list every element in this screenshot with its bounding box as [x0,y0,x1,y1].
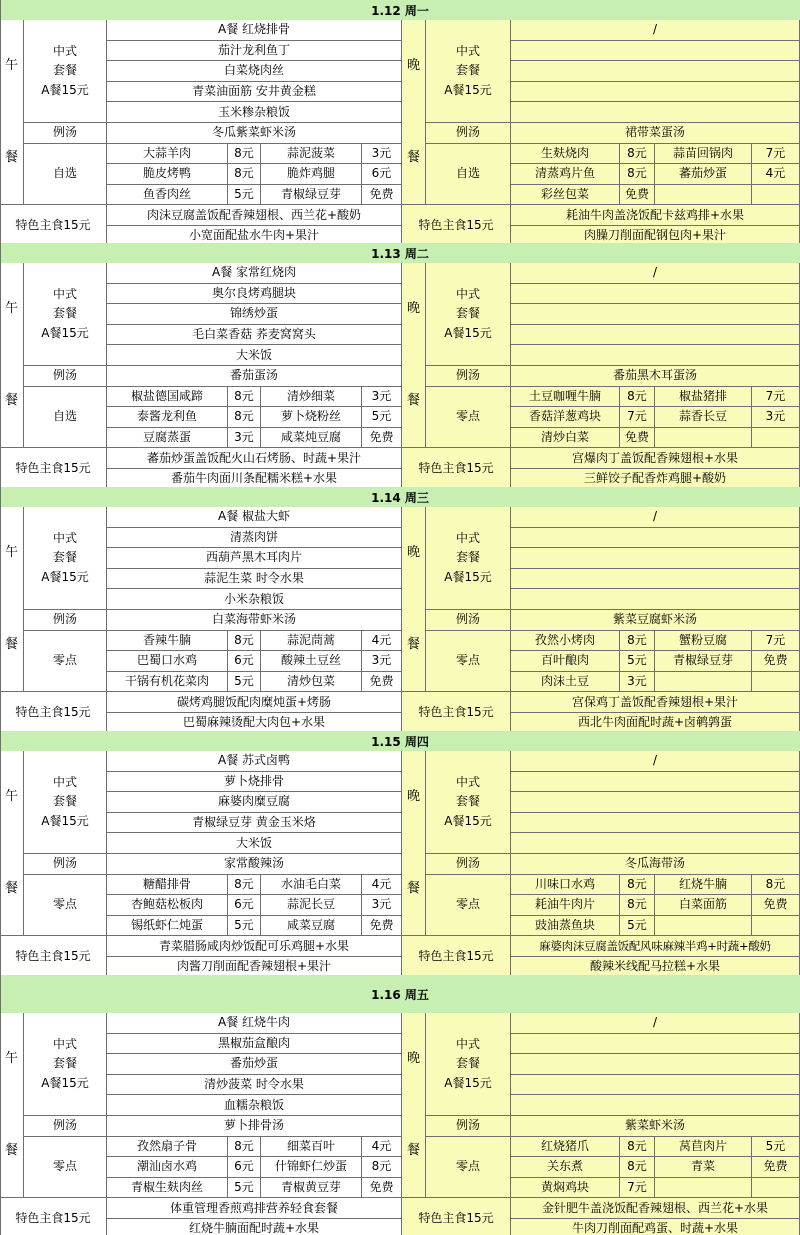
set-meal-item: 玉米糁杂粮饭 [107,102,402,123]
set-meal-item: 萝卜烧排骨 [107,772,402,793]
special-dish: 酸辣米线配马拉糕+水果 [511,957,800,978]
dish-name: 蒜香长豆 [655,407,752,428]
set-meal-item: 毛白菜香菇 荞麦窝窝头 [107,325,402,346]
dish-price: 3元 [752,407,800,428]
soup-label: 例汤 [24,854,107,875]
dish-price: 3元 [228,428,261,449]
special-label: 特色主食15元 [0,692,107,733]
dish-price: 7元 [752,144,800,165]
dish-price: 5元 [620,916,655,937]
soup-label: 例汤 [24,123,107,144]
set-meal-item: / [511,20,800,41]
dish-price: 3元 [620,672,655,693]
left-border [0,0,1,1235]
dish-name: 孜然小烤肉 [511,631,620,652]
dish-price: 8元 [228,164,261,185]
set-meal-item [511,82,800,103]
set-meal-item [511,548,800,569]
lunch-label [0,20,24,205]
soup-label: 例汤 [24,1116,107,1137]
dish-price: 4元 [362,875,402,896]
lunch-label [0,263,24,448]
dish-price [752,185,800,206]
dish-name: 蒜泥茼蒿 [261,631,362,652]
set-meal-item: 麻婆肉糜豆腐 [107,792,402,813]
set-meal-item: 茄汁龙利鱼丁 [107,41,402,62]
set-meal-item [511,1095,800,1116]
set-meal-item: / [511,1013,800,1034]
dish-name: 蟹粉豆腐 [655,631,752,652]
dish-name: 蕃茄炒蛋 [655,164,752,185]
dinner-label-char: 餐 [406,392,420,408]
dish-price: 免费 [752,651,800,672]
special-dish: 金针肥牛盖浇饭配香辣翅根、西兰花+水果 [511,1198,800,1219]
special-dish: 牛肉刀削面配鸡蛋、时蔬+水果 [511,1219,800,1235]
set-meal-item [511,589,800,610]
dish-price: 3元 [362,387,402,408]
extra-dish-label: 零点 [426,387,511,449]
soup-label: 例汤 [426,1116,511,1137]
set-meal-item: / [511,507,800,528]
special-dish: 肉沫豆腐盖饭配香辣翅根、西兰花+酸奶 [107,205,402,226]
set-meal-item: 青椒绿豆芽 黄金玉米烙 [107,813,402,834]
dish-price: 8元 [620,875,655,896]
dish-price: 8元 [620,895,655,916]
dish-price: 免费 [362,428,402,449]
dish-price: 5元 [620,651,655,672]
dish-name: 莴苣肉片 [655,1137,752,1158]
dish-price: 5元 [228,185,261,206]
dish-price: 7元 [752,387,800,408]
special-label: 特色主食15元 [0,936,107,977]
dish-name: 糖醋排骨 [107,875,228,896]
set-meal-item: 血糯杂粮饭 [107,1095,402,1116]
dish-name: 咸菜炖豆腐 [261,428,362,449]
dish-name: 清炒细菜 [261,387,362,408]
extra-dish-label: 自选 [426,144,511,206]
soup-label: 例汤 [426,854,511,875]
dinner-label [402,20,426,205]
set-meal-item: 大米饭 [107,833,402,854]
set-meal-item: 清蒸肉饼 [107,528,402,549]
dish-name: 土豆咖喱牛腩 [511,387,620,408]
dish-name: 锡纸虾仁炖蛋 [107,916,228,937]
set-meal-item: A餐 红烧牛肉 [107,1013,402,1034]
set-meal-item: 小米杂粮饭 [107,589,402,610]
special-label: 特色主食15元 [0,205,107,246]
dish-name: 泰酱龙利鱼 [107,407,228,428]
dish-price: 4元 [362,631,402,652]
dish-price: 8元 [228,407,261,428]
dish-price: 7元 [752,631,800,652]
day-date-header: 1.15 周四 [0,731,800,752]
soup-label: 例汤 [426,366,511,387]
soup-name: 紫菜虾米汤 [511,1116,800,1137]
dish-name: 豆腐蒸蛋 [107,428,228,449]
set-meal-item [511,833,800,854]
extra-dish-label: 零点 [24,631,107,693]
dish-name [655,916,752,937]
set-meal-item: 番茄炒蛋 [107,1054,402,1075]
dish-name: 水油毛白菜 [261,875,362,896]
set-meal-item [511,528,800,549]
dish-price: 6元 [228,1157,261,1178]
dish-name: 川味口水鸡 [511,875,620,896]
dish-price: 8元 [620,631,655,652]
set-meal-label: 中式 套餐 A餐15元 [24,20,107,123]
soup-label: 例汤 [24,610,107,631]
dish-price: 5元 [228,916,261,937]
dish-price: 3元 [362,895,402,916]
dish-name: 细菜百叶 [261,1137,362,1158]
day-section [0,0,800,247]
dish-name: 椒盐猪排 [655,387,752,408]
lunch-label [0,751,24,936]
special-dish: 红烧牛腩面配时蔬+水果 [107,1219,402,1235]
soup-name: 冬瓜海带汤 [511,854,800,875]
soup-label: 例汤 [426,123,511,144]
dish-price: 8元 [228,1137,261,1158]
dish-name: 香菇洋葱鸡块 [511,407,620,428]
special-dish: 耗油牛肉盖浇饭配卡兹鸡排+水果 [511,205,800,226]
dish-name: 白菜面筋 [655,895,752,916]
dinner-label-char: 餐 [406,149,420,165]
dish-name: 大蒜羊肉 [107,144,228,165]
dish-name: 青椒绿豆芽 [655,651,752,672]
dinner-label-char: 餐 [406,636,420,652]
dish-price: 4元 [362,1137,402,1158]
set-meal-label: 中式 套餐 A餐15元 [426,20,511,123]
set-meal-item [511,325,800,346]
set-meal-item: 锦绣炒蛋 [107,304,402,325]
lunch-label-char: 餐 [4,149,18,165]
dish-name: 什锦虾仁炒蛋 [261,1157,362,1178]
day-date-header: 1.13 周二 [0,243,800,264]
dish-price: 6元 [228,651,261,672]
dish-price: 8元 [228,144,261,165]
day-date-header: 1.14 周三 [0,487,800,508]
dish-price [752,428,800,449]
dish-name [655,1178,752,1199]
lunch-label [0,1013,24,1198]
dish-name: 蒜苗回锅肉 [655,144,752,165]
dish-price: 5元 [228,672,261,693]
dish-name: 豉油蒸鱼块 [511,916,620,937]
dish-price: 3元 [362,651,402,672]
set-meal-item: 大米饭 [107,345,402,366]
special-dish: 三鲜饺子配香炸鸡腿+酸奶 [511,469,800,490]
dish-price: 免费 [362,1178,402,1199]
dish-price: 免费 [752,895,800,916]
dish-name [655,185,752,206]
special-label: 特色主食15元 [0,1198,107,1235]
dish-name: 干锅有机花菜肉 [107,672,228,693]
set-meal-item [511,41,800,62]
dish-price: 免费 [362,185,402,206]
dish-name: 脆皮烤鸭 [107,164,228,185]
dish-name: 酸辣土豆丝 [261,651,362,672]
set-meal-label: 中式 套餐 A餐15元 [426,507,511,610]
dish-name: 清蒸鸡片鱼 [511,164,620,185]
dish-name: 鱼香肉丝 [107,185,228,206]
set-meal-item: A餐 家常红烧肉 [107,263,402,284]
soup-name: 番茄蛋汤 [107,366,402,387]
dish-price: 8元 [752,875,800,896]
dish-price: 5元 [362,407,402,428]
dish-name: 黄焖鸡块 [511,1178,620,1199]
special-dish: 宫保鸡丁盖饭配香辣翅根+果汁 [511,692,800,713]
dish-name: 萝卜烧粉丝 [261,407,362,428]
dish-price: 7元 [620,407,655,428]
special-label: 特色主食15元 [402,1198,511,1235]
soup-name: 紫菜豆腐虾米汤 [511,610,800,631]
soup-name: 裙带菜蛋汤 [511,123,800,144]
set-meal-item: 蒜泥生菜 时令水果 [107,569,402,590]
lunch-label [0,507,24,692]
dish-name: 青椒黄豆芽 [261,1178,362,1199]
dish-price: 8元 [228,875,261,896]
special-dish: 西北牛肉面配时蔬+卤鹌鹑蛋 [511,713,800,734]
dinner-label-char: 晚 [406,544,420,560]
lunch-label-char: 午 [4,300,18,316]
special-dish: 肉酱刀削面配香辣翅根+果汁 [107,957,402,978]
set-meal-label: 中式 套餐 A餐15元 [24,1013,107,1116]
dish-price: 7元 [620,1178,655,1199]
set-meal-label: 中式 套餐 A餐15元 [24,507,107,610]
day-section [0,975,800,1235]
special-dish: 体重管理香煎鸡排营养轻食套餐 [107,1198,402,1219]
dish-price: 免费 [752,1157,800,1178]
special-label: 特色主食15元 [402,936,511,977]
dish-name: 清炒白菜 [511,428,620,449]
set-meal-item [511,345,800,366]
dish-name: 关东煮 [511,1157,620,1178]
dish-name: 红烧牛腩 [655,875,752,896]
lunch-label-char: 餐 [4,880,18,896]
set-meal-item [511,284,800,305]
dish-price: 8元 [620,387,655,408]
set-meal-item [511,1075,800,1096]
extra-dish-label: 零点 [426,1137,511,1199]
set-meal-label: 中式 套餐 A餐15元 [426,263,511,366]
dish-name: 巴蜀口水鸡 [107,651,228,672]
dish-price [752,916,800,937]
set-meal-item: 西葫芦黑木耳肉片 [107,548,402,569]
extra-dish-label: 自选 [24,144,107,206]
extra-dish-label: 零点 [24,1137,107,1199]
dish-name: 青椒生麸肉丝 [107,1178,228,1199]
lunch-label-char: 午 [4,788,18,804]
dish-name: 耗油牛肉片 [511,895,620,916]
dinner-label [402,507,426,692]
dish-name: 红烧猪爪 [511,1137,620,1158]
set-meal-item [511,1034,800,1055]
dish-name: 青椒绿豆芽 [261,185,362,206]
set-meal-label: 中式 套餐 A餐15元 [24,263,107,366]
special-dish: 青菜腊肠咸肉炒饭配可乐鸡腿+水果 [107,936,402,957]
set-meal-label: 中式 套餐 A餐15元 [426,1013,511,1116]
set-meal-item: A餐 椒盐大虾 [107,507,402,528]
dish-price: 8元 [620,144,655,165]
dish-name: 蒜泥长豆 [261,895,362,916]
dish-price: 5元 [752,1137,800,1158]
dinner-label-char: 晚 [406,788,420,804]
set-meal-label: 中式 套餐 A餐15元 [426,751,511,854]
dish-name: 椒盐德国咸蹄 [107,387,228,408]
set-meal-item: 黑椒茄盒酿肉 [107,1034,402,1055]
set-meal-item [511,102,800,123]
dish-name: 百叶酿肉 [511,651,620,672]
special-label: 特色主食15元 [402,692,511,733]
extra-dish-label: 零点 [24,875,107,937]
set-meal-item [511,792,800,813]
dinner-label-char: 晚 [406,57,420,73]
soup-label: 例汤 [426,610,511,631]
special-label: 特色主食15元 [402,448,511,489]
set-meal-item [511,61,800,82]
dish-price: 免费 [362,672,402,693]
dish-name: 青菜 [655,1157,752,1178]
dish-name: 香辣牛腩 [107,631,228,652]
dinner-label [402,751,426,936]
dish-price: 免费 [620,428,655,449]
set-meal-item: / [511,263,800,284]
dinner-label-char: 晚 [406,300,420,316]
dish-name: 孜然扇子骨 [107,1137,228,1158]
extra-dish-label: 零点 [426,631,511,693]
set-meal-item: A餐 苏式卤鸭 [107,751,402,772]
special-label: 特色主食15元 [0,448,107,489]
extra-dish-label: 零点 [426,875,511,937]
lunch-label-char: 餐 [4,1142,18,1158]
day-section [0,731,800,978]
special-dish: 宫爆肉丁盖饭配香辣翅根+水果 [511,448,800,469]
special-dish: 麻婆肉沫豆腐盖饭配风味麻辣半鸡+时蔬+酸奶 [511,936,800,957]
soup-name: 番茄黑木耳蛋汤 [511,366,800,387]
dish-price: 8元 [228,631,261,652]
dish-price [752,1178,800,1199]
set-meal-item [511,1054,800,1075]
soup-name: 冬瓜紫菜虾米汤 [107,123,402,144]
soup-name: 家常酸辣汤 [107,854,402,875]
dinner-label [402,1013,426,1198]
dish-name: 肉沫土豆 [511,672,620,693]
lunch-label-char: 午 [4,544,18,560]
set-meal-item: 青菜油面筋 安井黄金糕 [107,82,402,103]
set-meal-item [511,772,800,793]
set-meal-item [511,304,800,325]
dish-name: 杏鲍菇松板肉 [107,895,228,916]
soup-name: 萝卜排骨汤 [107,1116,402,1137]
dish-name [655,428,752,449]
day-section [0,243,800,490]
dish-name: 潮汕卤水鸡 [107,1157,228,1178]
set-meal-item: 白菜烧肉丝 [107,61,402,82]
lunch-label-char: 午 [4,57,18,73]
dish-price: 8元 [620,1157,655,1178]
dish-name: 蒜泥菠菜 [261,144,362,165]
special-dish: 碳烤鸡腿饭配肉糜炖蛋+烤肠 [107,692,402,713]
dish-price: 4元 [752,164,800,185]
dish-name: 咸菜豆腐 [261,916,362,937]
special-dish: 肉臊刀削面配钢包肉+果汁 [511,226,800,247]
special-label: 特色主食15元 [402,205,511,246]
dish-name: 清炒包菜 [261,672,362,693]
set-meal-item: 清炒菠菜 时令水果 [107,1075,402,1096]
dish-price: 3元 [362,144,402,165]
day-section [0,487,800,734]
dish-price: 5元 [228,1178,261,1199]
dish-name: 生麸烧肉 [511,144,620,165]
special-dish: 蕃茄炒蛋盖饭配火山石烤肠、时蔬+果汁 [107,448,402,469]
dish-price: 免费 [620,185,655,206]
lunch-label-char: 午 [4,1050,18,1066]
dinner-label [402,263,426,448]
dinner-label-char: 餐 [406,1142,420,1158]
soup-name: 白菜海带虾米汤 [107,610,402,631]
set-meal-item: / [511,751,800,772]
dish-price: 免费 [362,916,402,937]
set-meal-item [511,813,800,834]
dish-name: 脆炸鸡腿 [261,164,362,185]
dish-name [655,672,752,693]
dish-price: 6元 [362,164,402,185]
set-meal-item: 奥尔良烤鸡腿块 [107,284,402,305]
set-meal-item [511,569,800,590]
dinner-label-char: 餐 [406,880,420,896]
lunch-label-char: 餐 [4,392,18,408]
soup-label: 例汤 [24,366,107,387]
special-dish: 番茄牛肉面川条配糯米糕+水果 [107,469,402,490]
dish-price: 8元 [228,387,261,408]
dinner-label-char: 晚 [406,1050,420,1066]
set-meal-item: A餐 红烧排骨 [107,20,402,41]
dish-price: 8元 [362,1157,402,1178]
dish-price: 8元 [620,164,655,185]
set-meal-label: 中式 套餐 A餐15元 [24,751,107,854]
special-dish: 巴蜀麻辣烫配大肉包+水果 [107,713,402,734]
extra-dish-label: 自选 [24,387,107,449]
dish-price [752,672,800,693]
dish-price: 8元 [620,1137,655,1158]
day-date-header: 1.12 周一 [0,0,800,21]
dish-name: 彩丝包菜 [511,185,620,206]
dish-price: 6元 [228,895,261,916]
lunch-label-char: 餐 [4,636,18,652]
day-date-header: 1.16 周五 [0,975,800,1014]
special-dish: 小宽面配盐水牛肉+果汁 [107,226,402,247]
